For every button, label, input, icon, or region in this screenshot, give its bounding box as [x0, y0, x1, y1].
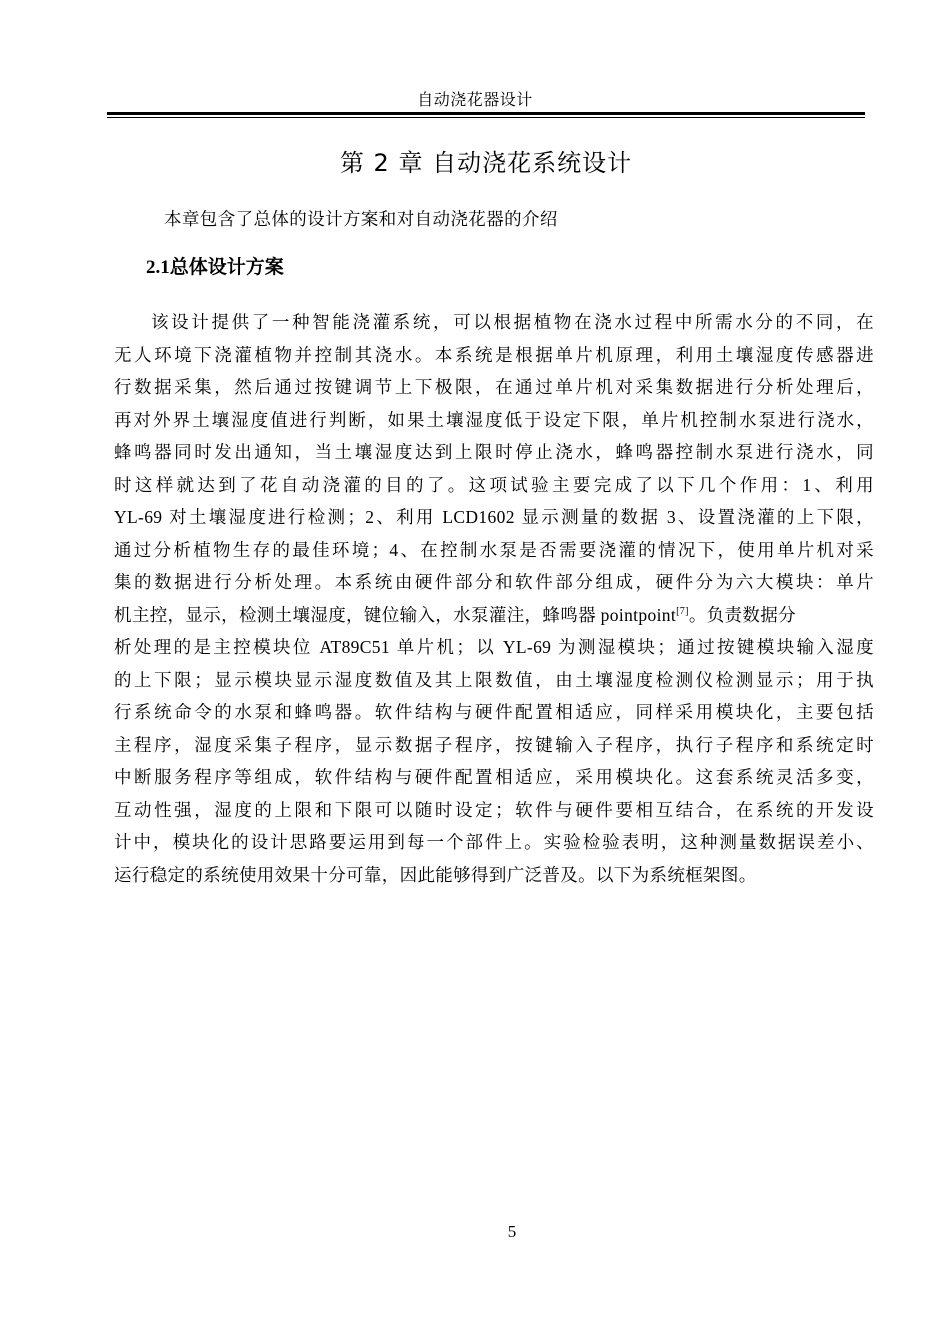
- paragraph-line: 集的数据进行分析处理。本系统由硬件部分和软件部分组成，硬件分为六大模块：单片: [114, 572, 874, 592]
- paragraph-line: 主程序，湿度采集子程序，显示数据子程序，按键输入子程序，执行子程序和系统定时: [114, 734, 874, 755]
- paragraph-line: 析处理的是主控模块位 AT89C51 单片机；以 YL-69 为测湿模块；通过按键模块输入湿度: [114, 637, 874, 657]
- paragraph-line: 通过分析植物生存的最佳环境；4、在控制水泵是否需要浇灌的情况下，使用单片机对采: [114, 539, 874, 560]
- paragraph-line: 再对外界土壤湿度值进行判断，如果土壤湿度低于设定下限，单片机控制水泵进行浇水，: [114, 409, 874, 430]
- paragraph-line-last: 运行稳定的系统使用效果十分可靠，因此能够得到广泛普及。以下为系统框架图。: [114, 864, 757, 885]
- paragraph-line: 中断服务程序等组成，软件结构与硬件配置相适应，采用模块化。这套系统灵活多变，: [114, 767, 874, 787]
- section-heading: [146, 253, 284, 282]
- paragraph-line: YL-69 对土壤湿度进行检测；2、利用 LCD1602 显示测量的数据 3、设置浇灌的上下限，: [114, 507, 874, 527]
- citation-line-text: 机主控，显示，检测土壤湿度，键位输入，水泵灌注，蜂鸣器 pointpoint: [114, 604, 677, 625]
- citation-line-tail: 。负责数据分: [688, 604, 796, 625]
- paragraph-line: 时这样就达到了花自动浇灌的目的了。这项试验主要完成了以下几个作用：1、利用: [114, 474, 874, 495]
- paragraph-line: 该设计提供了一种智能浇灌系统，可以根据植物在浇水过程中所需水分的不同，在: [151, 312, 874, 332]
- paragraph-line: 行数据采集，然后通过按键调节上下极限，在通过单片机对采集数据进行分析处理后，: [114, 377, 874, 397]
- page-number: 5: [507, 1222, 517, 1241]
- paragraph-line-with-citation: [114, 599, 874, 632]
- running-header: 自动浇花器设计: [417, 92, 533, 109]
- paragraph-line: 计中，模块化的设计思路要运用到每一个部件上。实验检验表明，这种测量数据误差小、: [114, 832, 874, 852]
- paragraph-line: 的上下限；显示模块显示湿度数值及其上限数值，由土壤湿度检测仪检测显示；用于执: [114, 669, 874, 690]
- chapter-title: 第 2 章 自动浇花系统设计: [339, 149, 633, 177]
- citation-marker[interactable]: [7]: [676, 605, 689, 617]
- header-rule-thick: [107, 112, 865, 115]
- paragraph-line: 无人环境下浇灌植物并控制其浇水。本系统是根据单片机原理，利用土壤湿度传感器进: [114, 344, 874, 365]
- paragraph-line: 蜂鸣器同时发出通知，当土壤湿度达到上限时停止浇水，蜂鸣器控制水泵进行浇水，同: [114, 442, 874, 462]
- section-title: 总体设计方案: [169, 256, 284, 278]
- chapter-intro: 本章包含了总体的设计方案和对自动浇花器的介绍: [164, 209, 558, 229]
- body-paragraph: [114, 306, 874, 891]
- header-rule-thin: [107, 117, 865, 118]
- section-number: 2.1: [146, 257, 170, 278]
- paragraph-line: 互动性强，湿度的上限和下限可以随时设定；软件与硬件要相互结合，在系统的开发设: [114, 799, 874, 820]
- paragraph-line: 行系统命令的水泵和蜂鸣器。软件结构与硬件配置相适应，同样采用模块化，主要包括: [114, 702, 874, 722]
